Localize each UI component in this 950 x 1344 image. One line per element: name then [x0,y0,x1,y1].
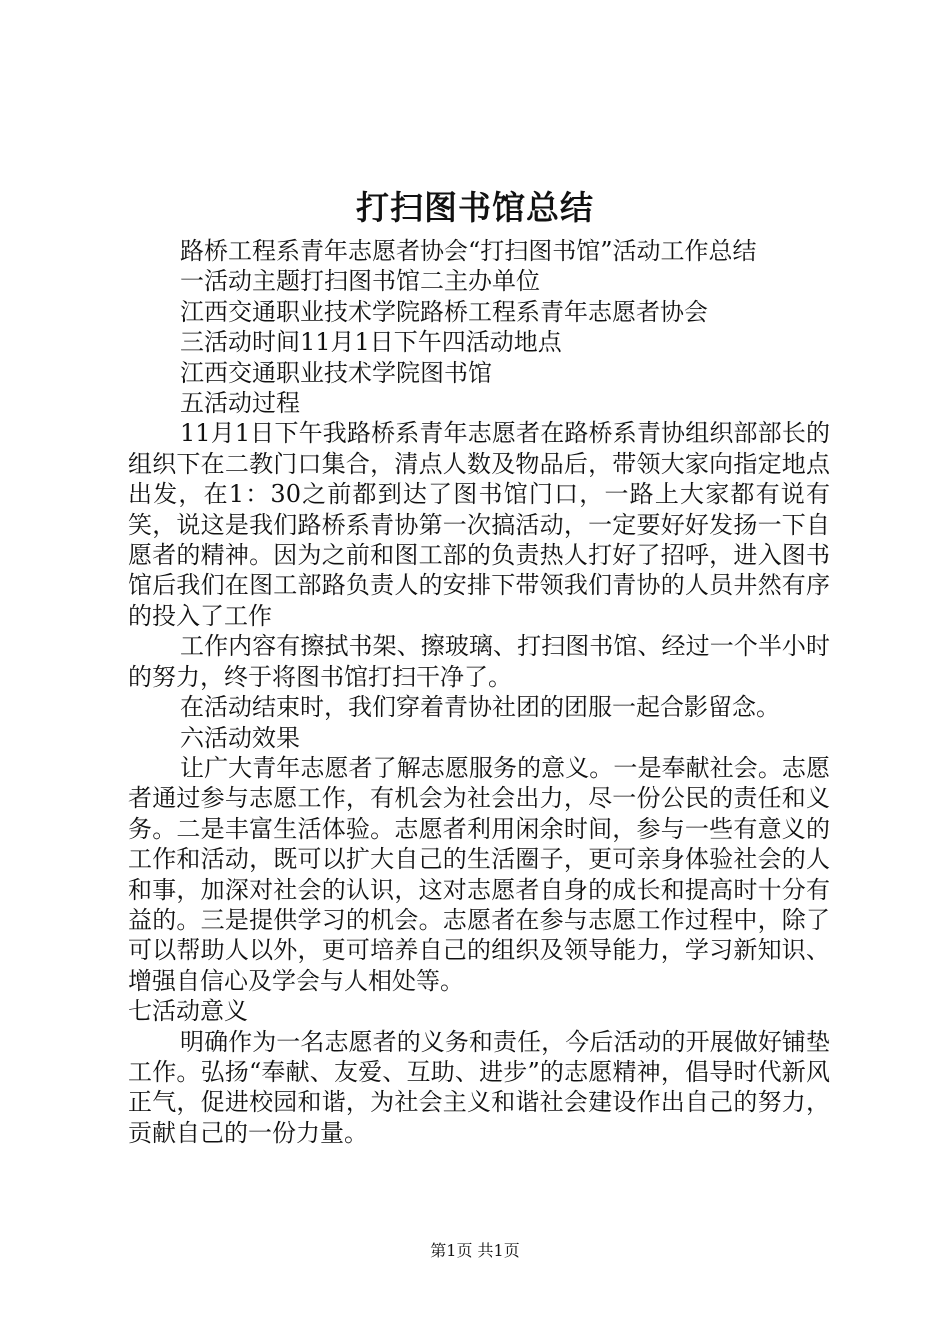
paragraph-activity-location: 江西交通职业技术学院图书馆 [180,358,492,387]
document-title: 打扫图书馆总结 [356,188,594,227]
paragraph-process: 11月1日下午我路桥系青年志愿者在路桥系青协组织部部长的组织下在二教门口集合，清点人数及物品后，带领大家向指定地点出发，在1：30之前都到达了图书馆门口，一路上大家都有说有笑，说这是我们路桥系青协第一次搞活动，一定要好好发扬一下自愿者的精神。因为之前和图工部的负责热人打好了招呼，进入图书馆后我们在图工部路负责人的安排下带领我们青协的人员井然有序的投入了工作 [128,419,830,630]
document-body [128,236,830,1148]
paragraph-heading-line: 路桥工程系青年志愿者协会“打扫图书馆”活动工作总结 [180,237,757,265]
paragraph-work-content: 工作内容有擦拭书架、擦玻璃、打扫图书馆、经过一个半小时的努力，终于将图书馆打扫干净了。 [128,632,830,691]
paragraph-effect: 让广大青年志愿者了解志愿服务的意义。一是奉献社会。志愿者通过参与志愿工作，有机会为社会出力，尽一份公民的责任和义务。二是丰富生活体验。志愿者利用闲余时间，参与一些有意义的工作和活动，既可以扩大自己的生活圈子，更可亲身体验社会的人和事，加深对社会的认识，这对志愿者自身的成长和提高时十分有益的。三是提供学习的机会。志愿者在参与志愿工作过程中，除了可以帮助人以外，更可培养自己的组织及领导能力，学习新知识、增强自信心及学会与人相处等。 [128,753,830,995]
section-heading-process: 五活动过程 [180,389,300,418]
section-heading-significance: 七活动意义 [128,997,248,1026]
paragraph-activity-theme: 一活动主题打扫图书馆二主办单位 [180,267,540,296]
page-footer: 第1页 共1页 [430,1241,520,1260]
paragraph-organizer: 江西交通职业技术学院路桥工程系青年志愿者协会 [180,297,708,326]
paragraph-significance: 明确作为一名志愿者的义务和责任，今后活动的开展做好铺垫工作。弘扬“奉献、友爱、互助、进步”的志愿精神，倡导时代新风正气，促进校园和谐，为社会主义和谐社会建设作出自己的努力，贡献自己的一份力量。 [128,1027,830,1147]
paragraph-activity-time: 三活动时间11月1日下午四活动地点 [180,328,562,357]
section-heading-effect: 六活动效果 [180,723,300,752]
paragraph-group-photo: 在活动结束时，我们穿着青协社团的团服一起合影留念。 [180,693,780,722]
